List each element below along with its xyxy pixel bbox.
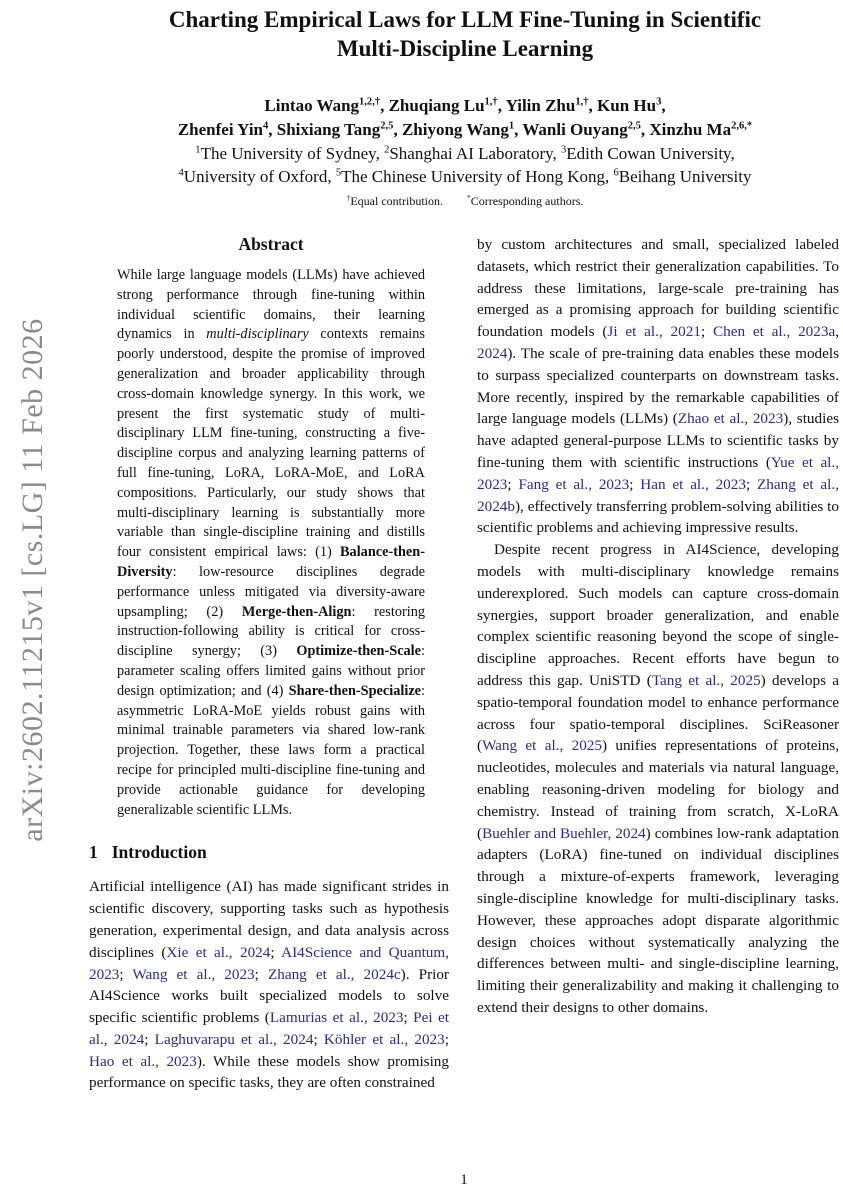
text-segment: by custom architectures and small, specialized labeled datasets, which restrict their generalization capabilities. To address these limitations, large-scale pre-training has emerged as a promising approach for building scientific foundation models ( — [477, 236, 839, 341]
text-segment: ). The scale of pre-training data enables these models to surpass specialized counterparts on downstream tasks. More recently, inspired by the remarkable capabilities of large language models (LLMs) ( — [477, 344, 839, 428]
citation-link[interactable]: Köhler et al., 2023 — [323, 1030, 445, 1048]
authors-line-1 — [90, 94, 840, 118]
column-right — [477, 234, 839, 1019]
text-segment: 1 — [195, 144, 201, 156]
text-segment: 3 — [561, 144, 567, 156]
text-segment: The University of Sydney, — [200, 144, 385, 163]
text-segment: 6 — [613, 167, 619, 179]
text-segment: , — [268, 120, 277, 139]
text-segment: , — [380, 96, 389, 115]
text-segment: University of Oxford, — [183, 167, 336, 186]
intro-paragraph-left — [89, 876, 449, 1094]
text-segment: 1,2,† — [359, 96, 381, 108]
affiliation-block — [90, 142, 840, 188]
text-segment: ; — [403, 1009, 414, 1027]
citation-link[interactable]: Lamurias et al., 2023 — [269, 1009, 404, 1027]
citation-link[interactable]: Wang et al., 2025 — [482, 737, 602, 755]
citation-link[interactable]: Hao et al., 2023 — [89, 1052, 197, 1070]
paper-header — [90, 0, 840, 209]
text-segment: ), studies have adapted general-purpose LLMs to scientific tasks by fine-tuning them with scientific instructions ( — [477, 410, 839, 471]
text-segment: multi-disciplinary — [206, 326, 309, 343]
text-segment: Share-then-Specialize — [288, 682, 422, 699]
text-segment: , — [497, 96, 506, 115]
paper-title-line2: Multi-Discipline Learning — [336, 36, 594, 61]
text-segment: Kun Hu — [597, 96, 657, 115]
citation-link[interactable]: Han et al., 2023 — [640, 475, 746, 493]
citation-link[interactable]: Fang et al., 2023 — [518, 475, 630, 493]
text-segment: , — [661, 96, 666, 115]
text-segment: Balance-then-Diversity — [117, 544, 425, 580]
text-segment: , — [835, 323, 839, 341]
text-segment: : low-resource disciplines degrade performance unless mitigated via diversity-aware upsampling; (2) — [117, 563, 425, 620]
citation-link[interactable]: Yue et al., 2023 — [477, 453, 839, 493]
intro-paragraph-right-1 — [477, 234, 839, 539]
section-number: 1 — [89, 842, 98, 863]
text-segment: : restoring instruction-following ability is critical for cross-discipline synergy; (3) — [117, 603, 425, 660]
text-segment: Artificial intelligence (AI) has made significant strides in scientific discovery, supporting tasks such as hypothesis generation, experimental design, and data analysis across disciplines ( — [89, 878, 449, 961]
text-segment: The Chinese University of Hong Kong, — [341, 167, 614, 186]
abstract-text — [117, 266, 425, 820]
text-segment: 2 — [384, 144, 390, 156]
section-title: Introduction — [111, 842, 207, 863]
text-segment: ). While these models show promising performance on specific tasks, they are often constrained — [89, 1052, 449, 1092]
text-segment: * — [467, 193, 471, 202]
citation-link[interactable]: Wang et al., 2023 — [132, 965, 255, 983]
citation-link[interactable]: AI4Science and Quantum, 2023 — [89, 943, 449, 983]
text-segment — [443, 194, 467, 208]
affiliations-line-2 — [90, 165, 840, 188]
text-segment: 1,† — [484, 96, 498, 108]
contribution-note — [90, 194, 840, 209]
text-segment: , — [514, 120, 523, 139]
citation-link[interactable]: Laghuvarapu et al., 2024 — [154, 1030, 314, 1048]
text-segment: 2,6,* — [731, 120, 753, 132]
text-segment: 4 — [263, 120, 269, 132]
text-segment: ; — [254, 965, 268, 983]
page-number: 1 — [460, 1172, 468, 1188]
text-segment: , — [588, 96, 598, 115]
text-segment: ; — [629, 475, 641, 493]
text-segment: Zhuqiang Lu — [388, 96, 485, 115]
text-segment: 4 — [178, 167, 184, 179]
text-segment: ) develops a spatio-temporal foundation model to enhance performance across four spatio-temporal disciplines. SciReasoner ( — [477, 671, 839, 755]
text-segment: Edith Cowan University, — [566, 144, 735, 163]
text-segment: Zhenfei Yin — [177, 120, 263, 139]
text-segment: 2,5 — [380, 120, 394, 132]
text-segment: Shanghai AI Laboratory, — [389, 144, 562, 163]
text-segment: ; — [270, 943, 282, 961]
citation-link[interactable]: Buehler and Buehler, 2024 — [482, 824, 646, 842]
intro-paragraph-right-2 — [477, 539, 839, 1019]
citation-link[interactable]: Tang et al., 2025 — [651, 671, 761, 689]
text-segment: Optimize-then-Scale — [296, 643, 422, 660]
column-left — [89, 234, 449, 1094]
text-segment: Zhiyong Wang — [401, 120, 509, 139]
text-segment: Xinzhu Ma — [649, 120, 732, 139]
text-segment: ; — [313, 1030, 324, 1048]
text-segment: , — [640, 120, 650, 139]
text-segment: Lintao Wang — [264, 96, 360, 115]
citation-link[interactable]: Zhao et al., 2023 — [677, 410, 784, 428]
text-segment: ), effectively transferring problem-solving abilities to scientific problems and achieving impressive results. — [477, 497, 839, 537]
text-segment: ). Prior AI4Science works built specialized models to solve specific scientific problems ( — [89, 965, 449, 1027]
text-segment: ; — [119, 965, 133, 983]
text-segment: contexts remains poorly understood, despite the promise of improved generalization and broader applicability through cross-domain knowledge synergy. In this work, we present the first systematic study of multi-disciplinary LLM fine-tuning, constructing a five-discipline corpus and analyzing learning patterns of full fine-tuning, LoRA, LoRA-MoE, and LoRA compositions. Particularly, our study shows that multi-disciplinary learning is substantially more variable than single-discipline training and distills four consistent empirical laws: (1) — [117, 326, 425, 561]
text-segment: † — [346, 193, 351, 202]
text-segment: ) combines low-rank adaptation adapters (LoRA) fine-tuned on individual disciplines through a mixture-of-experts framework, leveraging single-discipline knowledge for multi-disciplinary tasks. However, these approaches adopt disparate algorithmic design choices without systematically analyzing the differences between multi- and single-discipline learning, limiting their generalizability and making it challenging to extend their designs to other domains. — [477, 824, 839, 1016]
citation-link[interactable]: Chen et al., 2023a — [713, 323, 836, 341]
text-segment: While large language models (LLMs) have achieved strong performance through fine-tuning within individual scientific domains, their learning dynamics in — [117, 267, 425, 343]
author-block — [90, 94, 840, 142]
text-segment: Despite recent progress in AI4Science, developing models with multi-disciplinary knowledge remains underexplored. Such models can capture cross-domain synergies, support broader generalization, and enable complex scientific reasoning beyond the scope of single-discipline approaches. Recent efforts have begun to address this gap. UniSTD ( — [477, 541, 839, 689]
abstract-heading: Abstract — [238, 234, 304, 254]
text-segment: 1 — [508, 120, 515, 132]
text-segment: 2,5 — [627, 120, 641, 132]
affiliations-line-1 — [90, 142, 840, 165]
text-segment: ; — [144, 1030, 155, 1048]
text-segment: 1,† — [575, 96, 589, 108]
citation-link[interactable]: Xie et al., 2024 — [166, 943, 271, 961]
text-segment: Merge-then-Align — [241, 603, 352, 620]
section-heading-introduction — [89, 842, 449, 863]
text-segment: 3 — [656, 96, 662, 108]
text-segment: Corresponding authors. — [470, 194, 584, 208]
text-segment: ; — [444, 1030, 449, 1048]
citation-link[interactable]: Ji et al., 2021 — [607, 323, 701, 341]
citation-link[interactable]: 2024 — [477, 344, 508, 362]
citation-link[interactable]: Zhang et al., 2024c — [267, 965, 401, 983]
authors-line-2 — [90, 118, 840, 142]
text-segment: ; — [700, 323, 713, 341]
text-segment: ) unifies representations of proteins, nucleotides, molecules and materials via natural language, enabling reasoning-driven modeling for biology and chemistry. Instead of training from scratch, X-LoRA ( — [477, 737, 839, 842]
citation-link[interactable]: Zhang et al., 2024b — [477, 475, 839, 515]
paper-title — [90, 5, 840, 63]
text-segment: Wanli Ouyang — [522, 120, 628, 139]
text-segment: Yilin Zhu — [505, 96, 576, 115]
text-segment: Beihang University — [618, 167, 752, 186]
text-segment: : parameter scaling offers limited gains without prior design optimization; and (4) — [117, 643, 425, 699]
citation-link[interactable]: Pei et al., 2024 — [89, 1009, 449, 1048]
text-segment: 5 — [335, 167, 342, 179]
text-segment: ; — [745, 475, 758, 493]
text-segment: ; — [507, 475, 519, 493]
paper-title-line1: Charting Empirical Laws for LLM Fine-Tuning in Scientific — [168, 7, 762, 32]
text-segment: : asymmetric LoRA-MoE yields robust gains with minimal trainable parameters via shared low-rank projection. Together, these laws form a practical recipe for principled multi-discipline fine-tuning and provide actionable guidance for developing generalizable scientific LLMs. — [117, 682, 425, 818]
text-segment: Shixiang Tang — [276, 120, 381, 139]
text-segment: Equal contribution. — [350, 194, 443, 208]
arxiv-watermark: arXiv:2602.11215v1 [cs.LG] 11 Feb 2026 — [16, 318, 49, 842]
text-segment: , — [393, 120, 402, 139]
